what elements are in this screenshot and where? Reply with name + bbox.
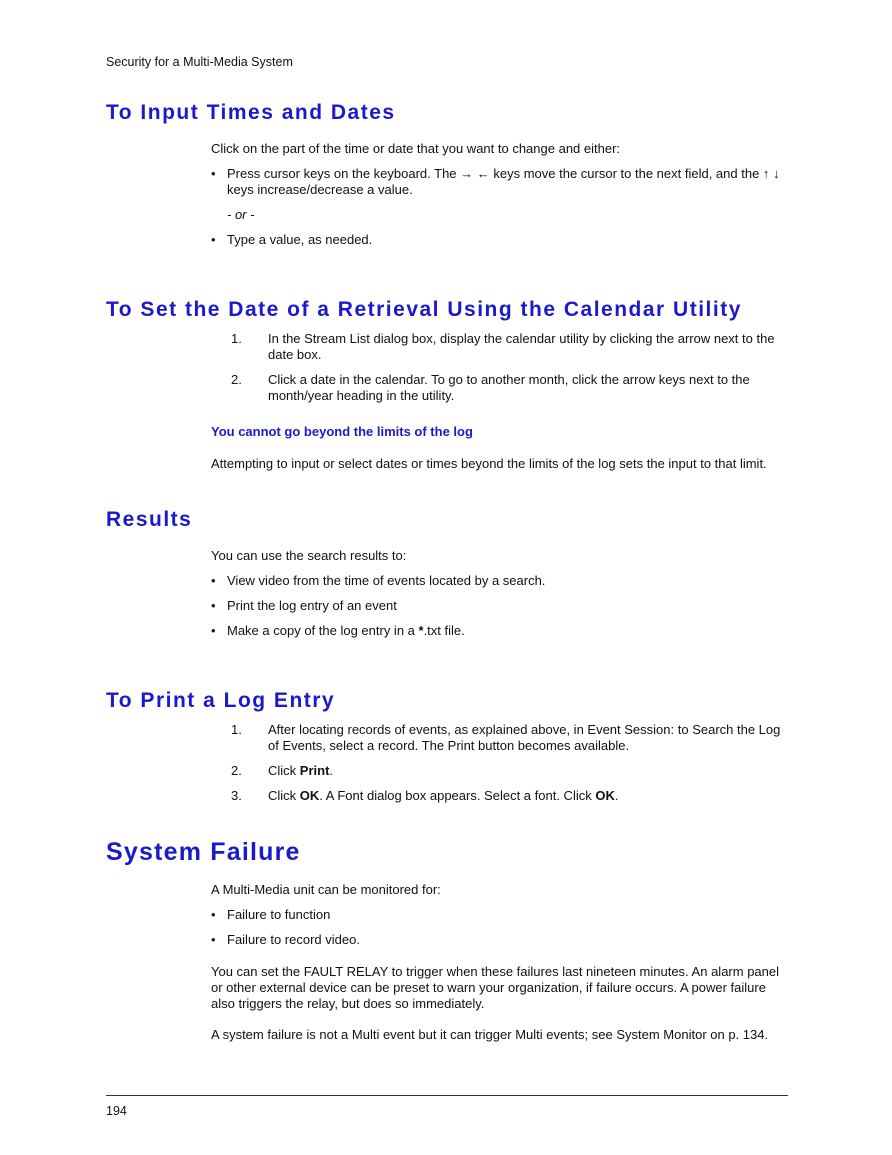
paragraph: Attempting to input or select dates or times beyond the limits of the log sets the input to that limit. (211, 456, 767, 471)
text-run: Click (268, 788, 300, 803)
list-item-text: Type a value, as needed. (227, 232, 373, 247)
note-heading: You cannot go beyond the limits of the log (211, 424, 473, 439)
numbered-step (231, 763, 791, 779)
section-heading-results: Results (106, 508, 193, 531)
list-item (211, 907, 786, 923)
step-text (268, 763, 333, 778)
step-number: 1. (231, 331, 242, 346)
text-run: . (329, 763, 334, 778)
paragraph: You can set the FAULT RELAY to trigger when these failures last nineteen minutes. An alarm panel or other external device can be preset to warn your organization, if failure occurs. A power failure also triggers the relay, but does so immediately. (211, 964, 780, 1011)
or-separator: - or - (227, 207, 255, 222)
bullet-icon: • (211, 232, 216, 247)
step-text: After locating records of events, as explained above, in Event Session: to Search the Log of Events, select a record. The Print button becomes available. (268, 722, 781, 753)
paragraph: Click on the part of the time or date that you want to change and either: (211, 141, 621, 156)
text-run: Make a copy of the log entry in a (227, 623, 419, 638)
list-item-text: Failure to record video. (227, 932, 360, 947)
bullet-icon: • (211, 623, 216, 638)
section-heading-print-log-entry: To Print a Log Entry (106, 689, 336, 712)
list-item (211, 932, 786, 948)
step-number: 1. (231, 722, 242, 737)
text-run: .txt file. (423, 623, 465, 638)
list-item (211, 573, 786, 589)
paragraph: A system failure is not a Multi event but it can trigger Multi events; see System Monitor on p. 134. (211, 1027, 769, 1042)
list-item-text: Print the log entry of an event (227, 598, 397, 613)
paragraph: You can use the search results to: (211, 548, 407, 563)
step-text: In the Stream List dialog box, display the calendar utility by clicking the arrow next to the date box. (268, 331, 775, 362)
page-number: 194 (106, 1104, 127, 1118)
bullet-icon: • (211, 166, 216, 181)
bullet-icon: • (211, 573, 216, 588)
footer-rule (106, 1095, 788, 1096)
chapter-heading-system-failure: System Failure (106, 838, 301, 866)
list-item (211, 166, 786, 198)
bullet-icon: • (211, 907, 216, 922)
list-item-text: Failure to function (227, 907, 331, 922)
paragraph: A Multi-Media unit can be monitored for: (211, 882, 441, 897)
step-number: 3. (231, 788, 242, 803)
numbered-step (231, 788, 791, 804)
numbered-step (231, 372, 791, 404)
list-item-text (227, 623, 465, 638)
bold-run: * (418, 623, 424, 638)
section-heading-input-times-dates: To Input Times and Dates (106, 101, 396, 124)
list-item (211, 623, 786, 639)
step-text (268, 788, 618, 803)
text-run: Click (268, 763, 300, 778)
running-header: Security for a Multi-Media System (106, 55, 293, 69)
text-run: . (614, 788, 619, 803)
numbered-step (231, 722, 791, 754)
bold-run: Print (299, 763, 330, 778)
bullet-icon: • (211, 932, 216, 947)
list-item-text: View video from the time of events located by a search. (227, 573, 546, 588)
step-number: 2. (231, 763, 242, 778)
section-heading-calendar-utility: To Set the Date of a Retrieval Using the Calendar Utility (106, 298, 742, 321)
step-number: 2. (231, 372, 242, 387)
numbered-step (231, 331, 791, 363)
bold-run: OK (299, 788, 320, 803)
list-item (211, 232, 786, 248)
step-text: Click a date in the calendar. To go to another month, click the arrow keys next to the month/year heading in the utility. (268, 372, 750, 403)
bullet-icon: • (211, 598, 216, 613)
text-run: . A Font dialog box appears. Select a font. Click (319, 788, 596, 803)
list-item (211, 598, 786, 614)
bold-run: OK (595, 788, 615, 803)
list-item-text: Press cursor keys on the keyboard. The → ← keys move the cursor to the next field, and the ↑ ↓ keys increase/decrease a value. (227, 166, 780, 197)
